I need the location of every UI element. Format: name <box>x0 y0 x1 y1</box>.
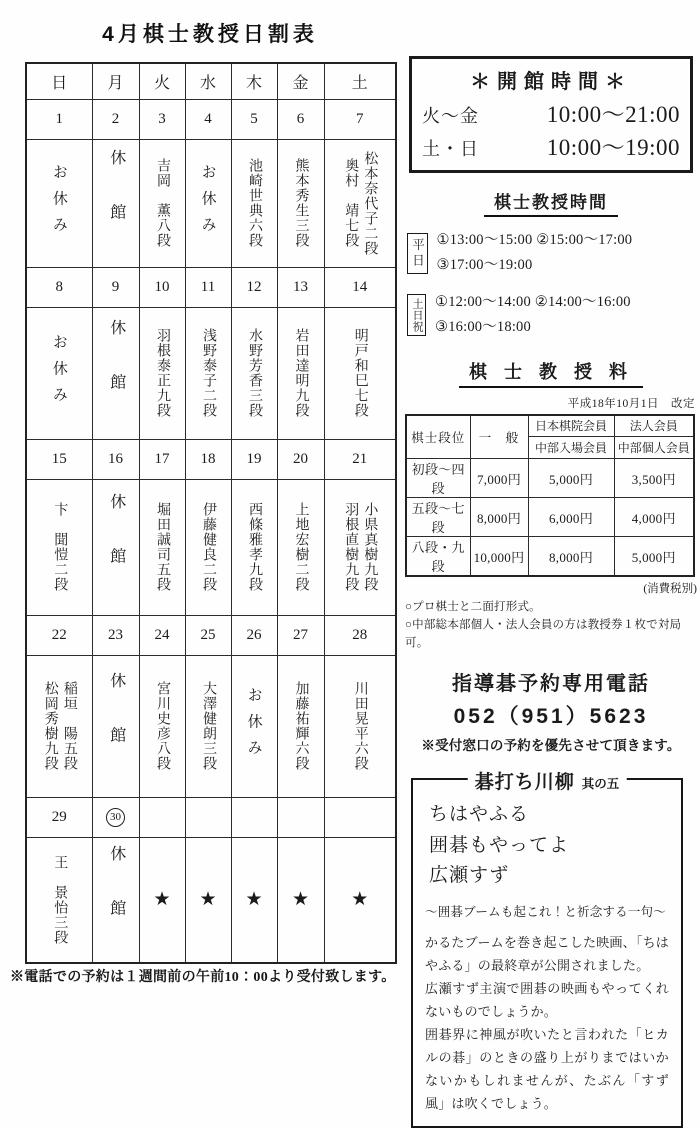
fee-corp: 3,500円 <box>614 459 694 498</box>
fee-kiin: 6,000円 <box>528 498 614 537</box>
senryu-dedication: ～囲碁ブームも起これ！と祈念する一句～ <box>425 904 666 919</box>
schedule-table <box>25 62 397 964</box>
opening-hours-days: 火～金 <box>422 106 479 126</box>
schedule-cell <box>139 655 185 797</box>
teaching-fees-section <box>405 358 697 653</box>
schedule-cell <box>92 479 139 615</box>
phone-number: 052（951）5623 <box>453 705 649 729</box>
schedule-cell <box>26 479 92 615</box>
teacher-name: 上地宏樹二段 <box>293 502 309 592</box>
phone-priority-note: ※受付窓口の予約を優先させて頂きます。 <box>421 738 681 754</box>
poem-line: ちはやふる <box>429 804 530 826</box>
fee-general: 7,000円 <box>470 459 528 498</box>
date-cell: 24 <box>139 615 185 655</box>
weekday-wed: 水 <box>185 63 231 99</box>
weekday-label-box: 平日 <box>407 233 428 274</box>
weekday-sun: 日 <box>26 63 92 99</box>
date-cell <box>139 797 185 837</box>
weekend-times <box>435 290 631 341</box>
teacher-name: 松本奈代子二段 <box>362 150 378 256</box>
teacher-name: 宮川史彦八段 <box>155 681 171 771</box>
date-cell: 6 <box>277 99 324 139</box>
star-mark: ★ <box>231 837 277 963</box>
date-cell: 22 <box>26 615 92 655</box>
date-cell <box>185 797 231 837</box>
date-cell: 18 <box>185 439 231 479</box>
date-cell: 12 <box>231 267 277 307</box>
date-cell: 7 <box>324 99 396 139</box>
date-cell <box>231 797 277 837</box>
schedule-cell <box>92 655 139 797</box>
date-cell <box>324 797 396 837</box>
fee-row <box>406 459 694 498</box>
phone-title: 指導碁予約専用電話 <box>452 673 650 696</box>
star-mark: ★ <box>185 837 231 963</box>
schedule-cell <box>324 655 396 797</box>
schedule-cell <box>324 479 396 615</box>
star-mark: ★ <box>324 837 396 963</box>
star-mark: ★ <box>139 837 185 963</box>
opening-hours-time: 10:00～21:00 <box>546 102 680 127</box>
date-cell: 29 <box>26 797 92 837</box>
date-row-week5 <box>26 797 396 837</box>
fee-table <box>405 414 695 578</box>
date-cell: 9 <box>92 267 139 307</box>
schedule-cell <box>26 139 92 267</box>
teacher-name: 水野芳香三段 <box>247 328 263 418</box>
fee-corp: 5,000円 <box>614 537 694 577</box>
fee-col-corp-top: 法人会員 <box>614 415 694 437</box>
rest-label: お休み <box>199 163 217 243</box>
weekday-times <box>437 228 633 279</box>
poem-line: 囲碁もやってよ <box>429 834 570 856</box>
closed-label: 休館 <box>107 148 125 258</box>
fee-rank: 八段・九段 <box>406 537 470 577</box>
weekday-times-line2: ③17:00～19:00 <box>436 257 533 274</box>
schedule-cell <box>139 307 185 439</box>
senryu-paragraph: 囲碁界に神風が吹いたと言われた「ヒカルの碁」のときの盛り上がりまではいかないかもしれませんが、たぶん「すず風」は吹くでしょう。 <box>425 1027 669 1112</box>
senryu-paragraph: 広瀬すず主演で囲碁の映画もやってくれないものでしょうか。 <box>425 980 669 1019</box>
date-cell: 14 <box>324 267 396 307</box>
teacher-name: 熊本秀生三段 <box>293 158 309 248</box>
date-cell-circled <box>92 797 139 837</box>
teacher-name: 小県真樹九段 <box>362 502 378 592</box>
weekday-header-row <box>26 63 396 99</box>
schedule-cell <box>231 139 277 267</box>
senryu-body <box>425 931 669 1116</box>
fee-revision-date: 平成18年10月1日 改定 <box>567 397 695 410</box>
fee-kiin: 8,000円 <box>528 537 614 577</box>
calendar-section <box>25 18 395 964</box>
senryu-paragraph: かるたブームを巻き起こした映画、「ちはやふる」の最終章が公開されました。 <box>425 934 669 973</box>
schedule-cell <box>185 307 231 439</box>
schedule-cell <box>92 837 139 963</box>
fee-notes <box>405 599 697 652</box>
opening-hours-days: 土・日 <box>422 139 479 159</box>
date-cell: 25 <box>185 615 231 655</box>
schedule-cell <box>324 307 396 439</box>
date-cell: 20 <box>277 439 324 479</box>
schedule-cell <box>277 139 324 267</box>
fee-note-line: ○中部総本部個人・法人会員の方は教授券１枚で対局可。 <box>405 618 682 649</box>
fee-col-rank: 棋士段位 <box>406 415 470 459</box>
date-cell: 26 <box>231 615 277 655</box>
schedule-cell <box>26 655 92 797</box>
fee-col-kiin-top: 日本棋院会員 <box>528 415 614 437</box>
schedule-cell <box>277 655 324 797</box>
opening-hours-line <box>418 96 684 129</box>
tax-note: (消費税別) <box>643 583 697 595</box>
date-cell: 3 <box>139 99 185 139</box>
closed-label: 休館 <box>107 845 125 955</box>
schedule-cell <box>26 837 92 963</box>
weekend-times-line2: ③16:00～18:00 <box>435 319 531 336</box>
weekday-tue: 火 <box>139 63 185 99</box>
teaching-hours-section <box>405 188 697 341</box>
date-cell: 10 <box>139 267 185 307</box>
date-cell: 13 <box>277 267 324 307</box>
teacher-name: 堀田誠司五段 <box>155 502 171 592</box>
teaching-hours-heading: 棋士教授時間 <box>484 188 618 217</box>
fee-col-kiin-bottom: 中部入場会員 <box>528 437 614 459</box>
senryu-subtitle: 其の五 <box>581 777 620 792</box>
schedule-row-week5 <box>26 837 396 963</box>
date-cell: 21 <box>324 439 396 479</box>
teaching-fees-heading: 棋 士 教 授 料 <box>459 358 643 388</box>
date-cell: 5 <box>231 99 277 139</box>
weekend-times-line1: ①12:00～14:00 ②14:00～16:00 <box>435 293 631 310</box>
fee-header-row1 <box>406 415 694 437</box>
closed-label: 休館 <box>107 492 125 602</box>
weekday-times-row <box>407 228 697 279</box>
senryu-title: 碁打ち川柳 <box>474 772 575 794</box>
date-cell: 8 <box>26 267 92 307</box>
teacher-name: 王 景怡三段 <box>52 854 68 945</box>
rest-label: お休み <box>50 333 68 413</box>
date-row-week4 <box>26 615 396 655</box>
schedule-cell <box>231 479 277 615</box>
schedule-row-week4 <box>26 655 396 797</box>
teacher-name: 稲垣 陽五段 <box>61 681 77 771</box>
weekend-label-box: 土日祝 <box>407 294 426 337</box>
teacher-name: 大澤健朗三段 <box>201 681 217 771</box>
fee-corp: 4,000円 <box>614 498 694 537</box>
teacher-name: 明戸和巳七段 <box>352 328 368 418</box>
date-cell: 16 <box>92 439 139 479</box>
fee-col-general: 一 般 <box>470 415 528 459</box>
schedule-cell <box>324 139 396 267</box>
senryu-legend <box>468 767 627 794</box>
weekday-sat: 土 <box>324 63 396 99</box>
teacher-name: 伊藤健良二段 <box>201 502 217 592</box>
schedule-cell <box>231 307 277 439</box>
opening-hours-line <box>418 129 684 162</box>
date-cell: 17 <box>139 439 185 479</box>
teacher-name: 羽根泰正九段 <box>155 328 171 418</box>
teacher-name: 奥村 靖七段 <box>343 158 359 248</box>
weekday-thu: 木 <box>231 63 277 99</box>
schedule-row-week3 <box>26 479 396 615</box>
weekday-times-line1: ①13:00～15:00 ②15:00～17:00 <box>436 232 633 248</box>
fee-row <box>406 537 694 577</box>
date-cell: 28 <box>324 615 396 655</box>
circled-30-mark: 30 <box>106 808 125 827</box>
teacher-name: 松岡秀樹九段 <box>42 681 58 771</box>
rest-label: お休み <box>50 163 68 243</box>
phone-reservation-footer-note: ※電話での予約は１週間前の午前10：00より受付致します。 <box>10 970 396 985</box>
teacher-name: 池崎世典六段 <box>247 158 263 248</box>
schedule-cell <box>92 139 139 267</box>
fee-kiin: 5,000円 <box>528 459 614 498</box>
date-row-week1 <box>26 99 396 139</box>
teacher-name: 岩田達明九段 <box>293 328 309 418</box>
fee-general: 10,000円 <box>470 537 528 577</box>
date-cell: 19 <box>231 439 277 479</box>
opening-hours-title: ＊開館時間＊ <box>470 71 632 93</box>
date-cell: 23 <box>92 615 139 655</box>
fee-general: 8,000円 <box>470 498 528 537</box>
teacher-name: 羽根直樹九段 <box>343 502 359 592</box>
date-cell: 1 <box>26 99 92 139</box>
page-title: 4月棋士教授日割表 <box>102 23 318 46</box>
schedule-row-week1 <box>26 139 396 267</box>
schedule-cell <box>185 655 231 797</box>
date-cell: 4 <box>185 99 231 139</box>
weekday-mon: 月 <box>92 63 139 99</box>
senryu-box <box>411 772 683 1127</box>
closed-label: 休館 <box>107 671 125 781</box>
opening-hours-box <box>409 56 693 173</box>
teacher-name: 西條雅孝九段 <box>247 502 263 592</box>
senryu-poem <box>429 800 669 891</box>
schedule-cell <box>139 139 185 267</box>
schedule-cell <box>92 307 139 439</box>
info-column <box>405 56 697 1128</box>
schedule-cell <box>139 479 185 615</box>
poem-line: 広瀬すず <box>429 865 510 887</box>
teacher-name: 加藤祐輝六段 <box>293 681 309 771</box>
rest-label: お休み <box>245 686 263 766</box>
fee-col-corp-bottom: 中部個人会員 <box>614 437 694 459</box>
opening-hours-time: 10:00～19:00 <box>546 135 680 160</box>
date-row-week2 <box>26 267 396 307</box>
date-cell <box>277 797 324 837</box>
schedule-cell <box>277 479 324 615</box>
date-cell: 27 <box>277 615 324 655</box>
star-mark: ★ <box>277 837 324 963</box>
schedule-cell <box>26 307 92 439</box>
fee-rank: 五段～七段 <box>406 498 470 537</box>
teacher-name: 吉岡 薫八段 <box>155 158 171 248</box>
weekday-fri: 金 <box>277 63 324 99</box>
schedule-cell <box>277 307 324 439</box>
schedule-cell <box>185 479 231 615</box>
fee-row <box>406 498 694 537</box>
schedule-cell <box>231 655 277 797</box>
date-cell: 15 <box>26 439 92 479</box>
weekend-times-row <box>407 290 697 341</box>
schedule-row-week2 <box>26 307 396 439</box>
fee-note-line: ○プロ棋士と二面打形式。 <box>405 601 541 613</box>
teacher-name: 川田晃平六段 <box>352 681 368 771</box>
date-cell: 2 <box>92 99 139 139</box>
teacher-name: 浅野泰子二段 <box>201 328 217 418</box>
fee-rank: 初段～四段 <box>406 459 470 498</box>
date-cell: 11 <box>185 267 231 307</box>
date-row-week3 <box>26 439 396 479</box>
teacher-name: 卞 聞愷二段 <box>52 502 68 592</box>
closed-label: 休館 <box>107 318 125 428</box>
schedule-cell <box>185 139 231 267</box>
phone-reservation-section <box>405 667 697 754</box>
